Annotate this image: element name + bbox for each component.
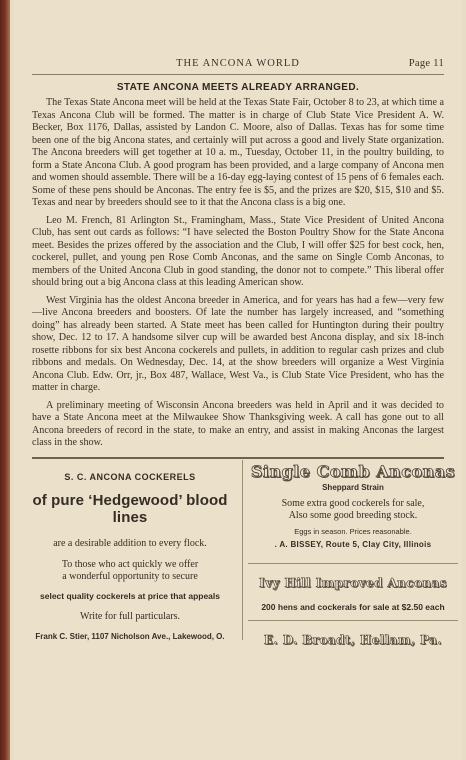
article-paragraph: A preliminary meeting of Wisconsin Ancona breeders was held in April and it was decided to have a State Ancona meet at the Milwaukee Show Thanksgiving week. A call has gone out to all Ancona breeders of record in the state, to make an entry, and assist in making Anconas the largest class in the show. [32,399,444,448]
ad-text: are a desirable addition to every flock. [53,538,207,549]
ad-write: Write for full particulars. [79,611,181,622]
ad-offer [24,559,236,583]
ad-body [248,498,458,522]
article-paragraph: Leo M. French, 81 Arlington St., Framingham, Mass., State Vice President of United Ancona Club, has sent out cards as follows: “I have selected the Boston Poultry Show for the State Ancona meet. Besides the prizes offered by the association and the Club, I will offer $25 for best cock, hen, cockerel, pullet, and young pen Rose Comb Anconas, and the same on Single Comb Anconas, to members of the United Ancona Club in good standing, the donor not to compete.” This liberal offer should bring out a big Ancona class at this leading American show. [32,214,444,288]
ad-title: Single Comb Anconas [250,462,456,481]
ad-stier-cockerels [24,470,236,641]
ad-title: of pure ‘Hedgewood’ blood lines [32,492,228,526]
magazine-page [14,0,462,760]
ad-title-ivy-hill: Ivy Hill Improved Anconas [259,576,447,590]
ads-separator [32,457,444,459]
ad-offer-line: a wonderful opportunity to secure [62,571,198,582]
ad-strain: Sheppard Strain [322,483,384,492]
ad-rule [248,563,458,564]
article-body [32,97,444,455]
ad-name-broadt: E. D. Broadt, Hellam, Pa. [264,633,442,647]
ad-eggs: Eggs in season. Prices reasonable. [294,527,412,536]
page-number: Page 11 [408,58,444,69]
article-headline: STATE ANCONA MEETS ALREADY ARRANGED. [116,82,360,93]
ad-rule [248,620,458,621]
ad-offer-line: To those who act quickly we offer [61,559,199,570]
book-binding [0,0,10,760]
magazine-title: THE ANCONA WORLD [176,58,300,69]
article-paragraph: The Texas State Ancona meet will be held at the Texas State Fair, October 8 to 23, at which time a Texas Ancona Club will be formed. The matter is in charge of Club State Vice President A. W. Becker, Box 1176, Dallas, assisted by Landon C. Moore, also of Dallas. Texas has for some time been one of the big Ancona states, and certainly will put across a good and lively State organization. The Ancona breeders will get together at 10 a. m., Tuesday, October 11, in the poultry building, to form a State Ancona Club. A good program has been provided, and a large company of Ancona men and women should assemble. There will be a 16-day egg-laying contest of 15 pens of 6 females each. Some of these pens should be Anconas. The entry fee is $5, and the prizes are $20, $15, $10 and $5. Texas and near by breeders should see to it that the Ancona class is a big one. [32,97,444,208]
ad-body-line: Some extra good cockerels for sale, [281,498,425,509]
ads-divider [242,460,243,640]
ad-hens-offer: 200 hens and cockerals for sale at $2.50 each [261,602,445,612]
ad-bissey-anconas [248,462,458,647]
running-head [14,58,462,74]
header-rule [32,74,444,75]
ad-heading: S. C. ANCONA COCKERELS [64,472,196,482]
ad-select: select quality cockerels at price that appeals [40,591,220,601]
article-paragraph: West Virginia has the oldest Ancona breeder in America, and for years has had a few—very few—live Ancona breeders and boosters. Of late the number has largely increased, and “something doing” has already been started. A State meet has been called for Huntington during their poultry show, Dec. 12 to 17. A handsome silver cup will be awarded best Ancona display, and six 18-inch rosette ribbons for six best Ancona cockerels and pullets, in addition to regular cash prizes and club ribbons and medals. On Wednesday, Dec. 14, at the show breeders will organize a West Virginia Ancona Club. Edw. Orr, jr., Box 487, Wallace, West Va., is Club State Vice President, who has the matter in charge. [32,294,444,393]
ad-body-line: Also some good breeding stock. [288,510,418,521]
ad-address: Frank C. Stier, 1107 Nicholson Ave., Lakewood, O. [35,632,225,641]
ad-address: . A. BISSEY, Route 5, Clay City, Illinois [274,540,432,549]
